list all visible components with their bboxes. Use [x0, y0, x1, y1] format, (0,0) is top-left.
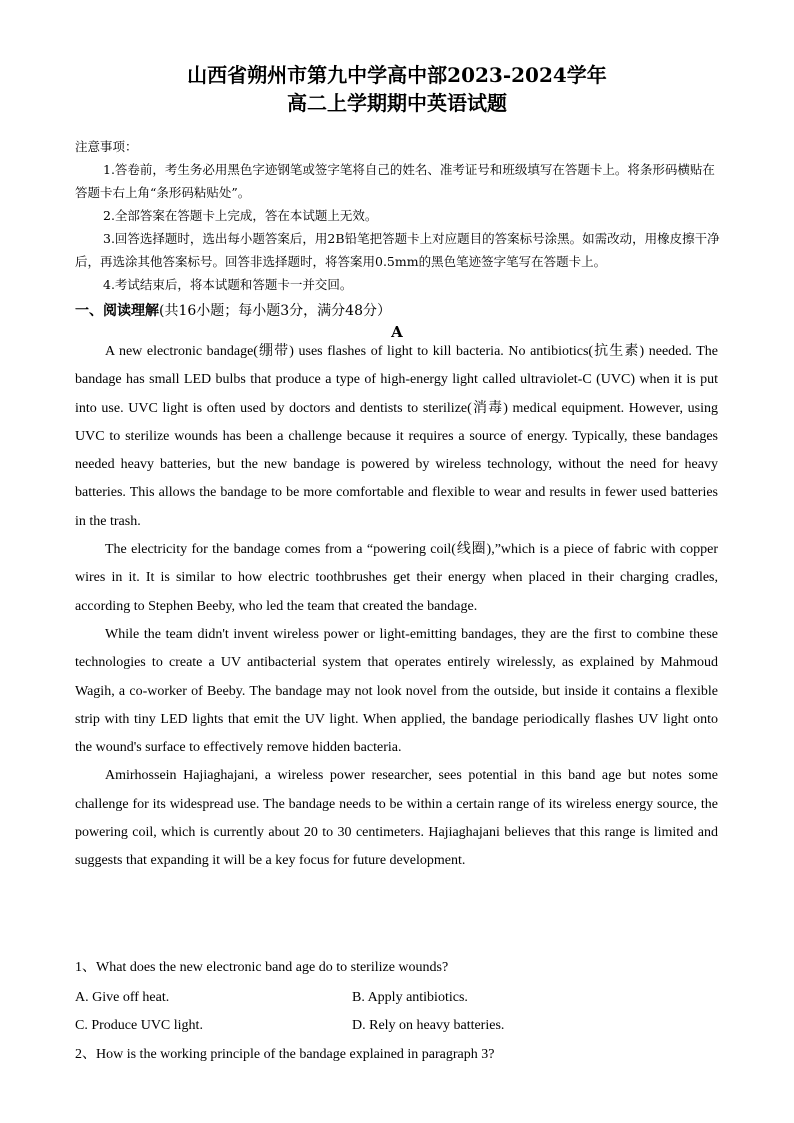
exam-title-line2: 高二上学期期中英语试题 — [287, 91, 507, 115]
note-item: 1.答卷前，考生务必用黑色字迹钢笔或签字笔将自己的姓名、准考证号和班级填写在答题卡上。将条形码横贴在答题卡右上角“条形码粘贴处”。 — [75, 162, 715, 200]
note-item: 4.考试结束后，将本试题和答题卡一并交回。 — [103, 277, 353, 292]
question-stem: 2、How is the working principle of the bandage explained in paragraph 3? — [75, 1047, 495, 1062]
passage-paragraph: While the team didn't invent wireless power or light-emitting bandages, they are the first to combine these technologies to create a UV antibacterial system that operates entirely wirelessly, as explained by Mahmoud Wagih, a co-worker of Beeby. The bandage may not look novel from the outside, but inside it contains a flexible strip with tiny LED lights that emit the UV light. When applied, the bandage periodically flashes UV light onto the wound's surface to effectively remove hidden bacteria. — [75, 626, 718, 756]
passage-paragraph: A new electronic bandage(绷带) uses flashes of light to kill bacteria. No antibiotics(抗生素) needed. The bandage has small LED bulbs that produce a type of high-energy light called ultraviolet-C (UVC) when it is put into use. UVC light is often used by doctors and dentists to sterilize(消毒) medical equipment. However, using UVC to sterilize wounds has been a challenge because it requires a source of energy. Typically, these bandages needed heavy batteries, but the new bandage is powered by wireless technology, without the need for heavy batteries. This allows the bandage to be more comfortable and flexible to wear and results in fewer used batteries in the trash. — [75, 344, 718, 529]
option-a[interactable]: A. Give off heat. — [75, 990, 170, 1005]
section-heading — [75, 300, 391, 322]
question-stem: 1、What does the new electronic band age do to sterilize wounds? — [75, 960, 449, 975]
passage-label: A — [391, 323, 403, 341]
passage-paragraph: Amirhossein Hajiaghajani, a wireless power researcher, sees potential in this band age but notes some challenge for its widespread use. The bandage needs to be within a certain range of its wireless energy source, the powering coil, which is currently about 20 to 30 centimeters. Hajiaghajani believes that this range is limited and suggests that expanding it will be a key focus for future development. — [75, 768, 718, 869]
passage-body — [75, 338, 718, 876]
option-c[interactable]: C. Produce UVC light. — [75, 1018, 203, 1033]
notes-block — [75, 135, 720, 296]
section-note: (共16小题；每小题3分，满分48分） — [159, 303, 391, 319]
exam-title-line1: 山西省朔州市第九中学高中部2023-2024学年 — [187, 63, 607, 87]
option-b[interactable]: B. Apply antibiotics. — [352, 990, 468, 1005]
passage-paragraph: The electricity for the bandage comes from a “powering coil(线圈),”which is a piece of fabric with copper wires in it. It is similar to how electric toothbrushes get their energy when placed in their charging cradles, according to Stephen Beeby, who led the team that created the bandage. — [75, 542, 718, 614]
option-d[interactable]: D. Rely on heavy batteries. — [352, 1018, 505, 1033]
notes-heading: 注意事项： — [75, 139, 138, 154]
note-item: 3.回答选择题时，选出每小题答案后，用2B铅笔把答题卡上对应题目的答案标号涂黑。如需改动，用橡皮擦干净后，再选涂其他答案标号。回答非选择题时，将答案用0.5mm的黑色笔迹签字笔写在答题卡上。 — [75, 231, 720, 269]
section-title: 一、阅读理解 — [75, 303, 159, 319]
note-item: 2.全部答案在答题卡上完成，答在本试题上无效。 — [103, 208, 378, 223]
